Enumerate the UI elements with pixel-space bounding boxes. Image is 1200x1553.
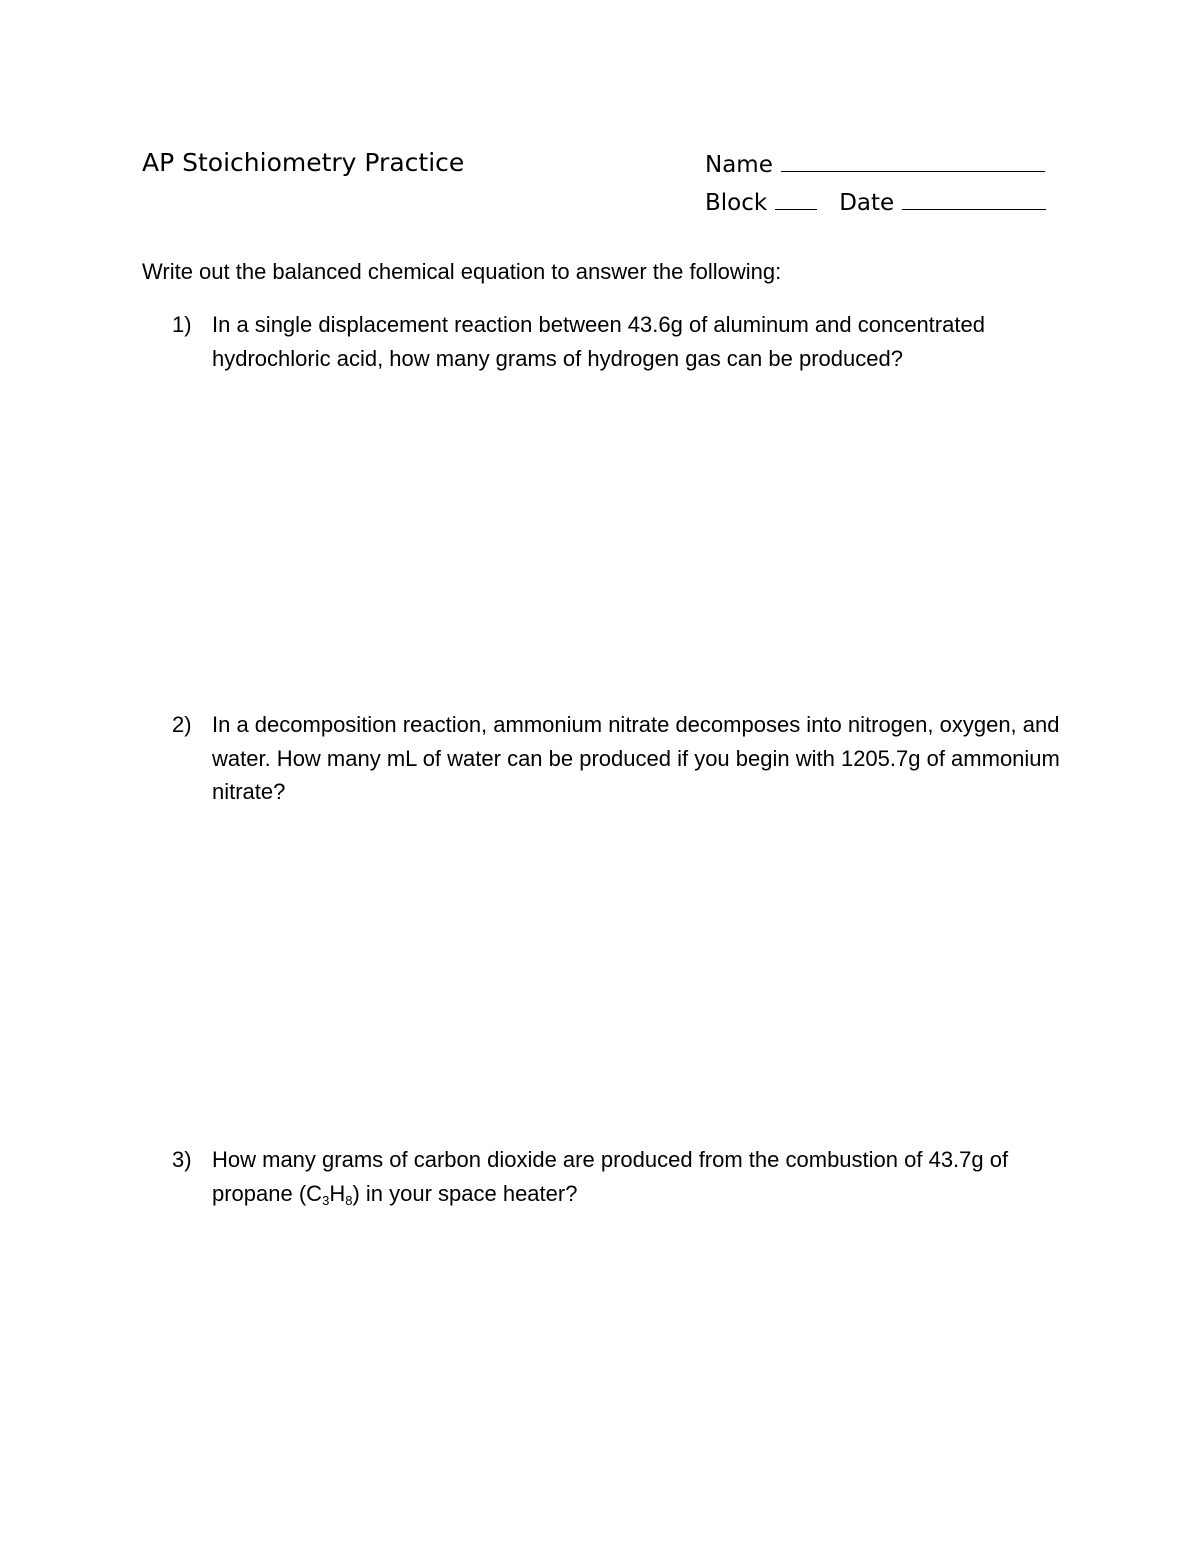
question-1 (172, 308, 1072, 375)
name-label: Name (705, 152, 773, 178)
question-number: 1) (172, 312, 192, 337)
question-text (212, 308, 1072, 375)
question-line: How many grams of carbon dioxide are produced from the combustion of 43.7g of (212, 1147, 1009, 1172)
name-field-row (705, 149, 1045, 180)
question-number: 3) (172, 1147, 192, 1172)
block-label: Block (705, 190, 768, 216)
block-blank-line[interactable] (775, 187, 817, 210)
instructions-text: Write out the balanced chemical equation to answer the following: (142, 259, 782, 284)
question-3 (172, 1143, 1072, 1210)
formula-subscript-hydrogen: 8 (345, 1192, 353, 1208)
question-line: nitrate? (212, 779, 286, 804)
question-number: 2) (172, 712, 192, 737)
date-blank-line[interactable] (902, 187, 1046, 210)
question-line: In a decomposition reaction, ammonium nitrate decomposes into nitrogen, oxygen, and (212, 712, 1060, 737)
question-formula-line (212, 1177, 1072, 1211)
date-label: Date (839, 190, 895, 216)
question-line: water. How many mL of water can be produced if you begin with 1205.7g of ammonium (212, 745, 1060, 771)
question-text (212, 708, 1072, 809)
question-text (212, 1143, 1072, 1210)
formula-subscript-carbon: 3 (322, 1192, 330, 1208)
question-line: In a single displacement reaction between 43.6g of aluminum and concentrated (212, 312, 985, 337)
page-title: AP Stoichiometry Practice (142, 148, 465, 177)
formula-text-before: propane (C (212, 1180, 323, 1206)
formula-text-mid: H (329, 1180, 346, 1206)
question-line: hydrochloric acid, how many grams of hydrogen gas can be produced? (212, 345, 903, 371)
question-2 (172, 708, 1072, 809)
name-blank-line[interactable] (781, 149, 1045, 172)
formula-text-after: ) in your space heater? (352, 1180, 578, 1206)
block-date-field-row (705, 187, 1046, 218)
